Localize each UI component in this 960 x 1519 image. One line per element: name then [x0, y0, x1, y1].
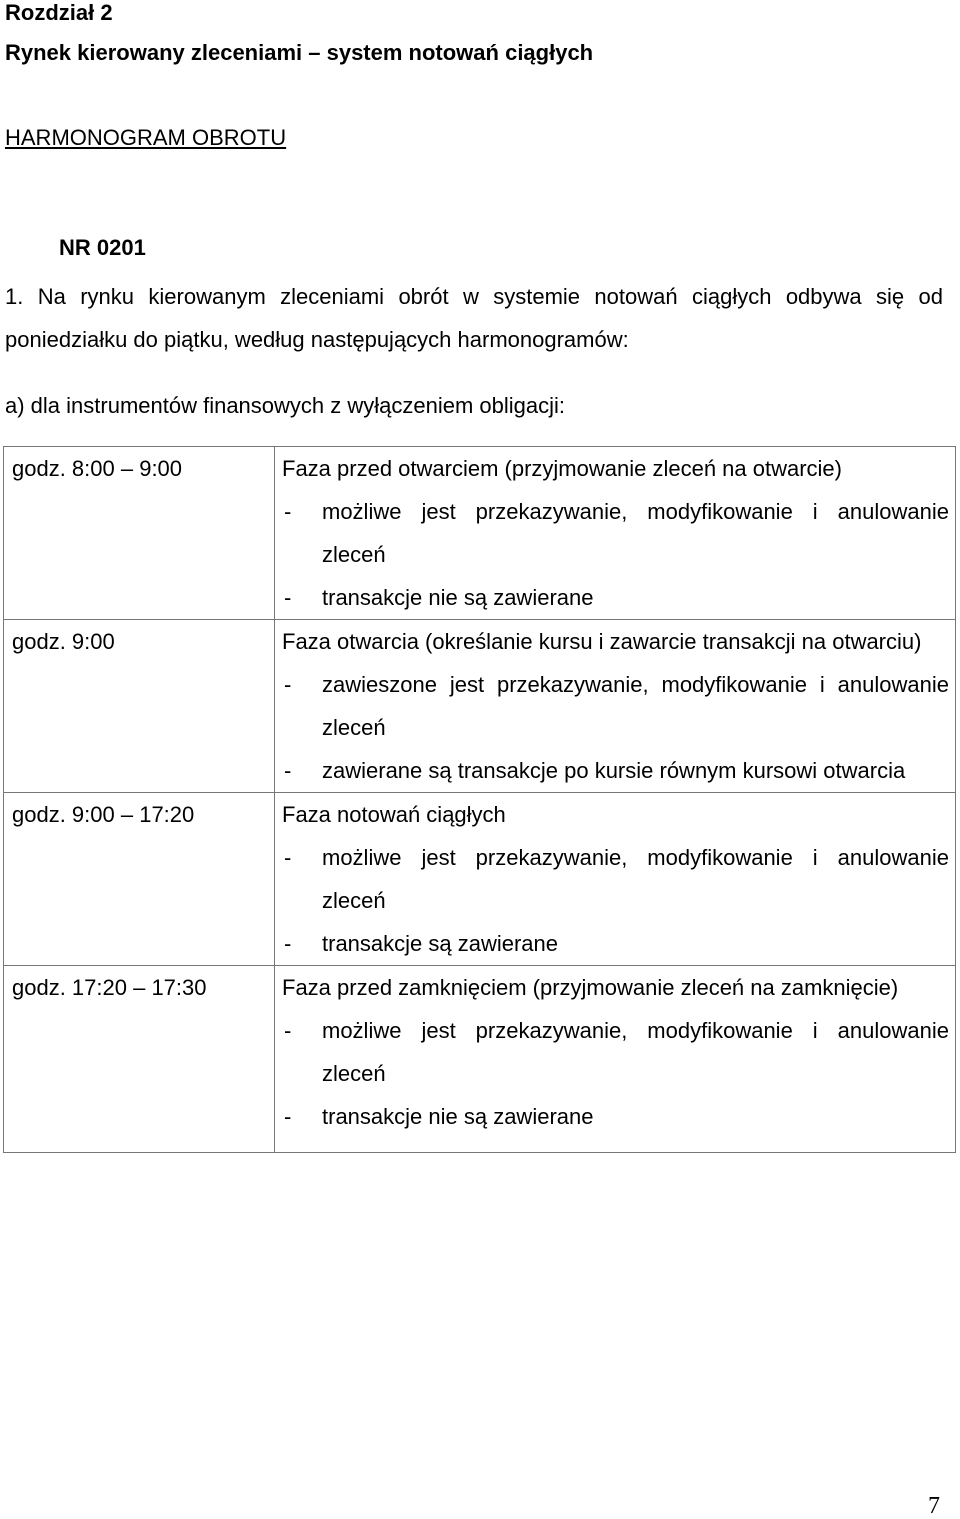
schedule-row [4, 793, 956, 966]
schedule-row [4, 620, 956, 793]
schedule-row [4, 966, 956, 1153]
bullet-item [282, 663, 949, 749]
bullet-text: zawieszone jest przekazywanie, modyfikowanie i anulowanie zleceń [322, 672, 949, 740]
phase-title: Faza przed otwarciem (przyjmowanie zleceń na otwarcie) [282, 456, 842, 481]
cell-bottom-spacer [282, 1138, 949, 1152]
chapter-title: Rynek kierowany zleceniami – system notowań ciągłych [5, 40, 594, 65]
rule-number: NR 0201 [59, 235, 146, 260]
bullet-dash: - [284, 931, 292, 956]
bullet-item [282, 576, 949, 619]
phase-title: Faza otwarcia (określanie kursu i zawarcie transakcji na otwarciu) [282, 629, 922, 654]
page-number: 7 [928, 1493, 940, 1519]
bullet-dash: - [284, 845, 292, 870]
bullet-item [282, 836, 949, 922]
bullet-text: zawierane są transakcje po kursie równym kursowi otwarcia [322, 758, 906, 783]
chapter-label: Rozdział 2 [5, 0, 113, 25]
time-cell: godz. 17:20 – 17:30 [4, 966, 275, 1153]
subsection-label: a) dla instrumentów finansowych z wyłączeniem obligacji: [5, 393, 566, 418]
bullet-dash: - [284, 1018, 292, 1043]
bullet-text: transakcje nie są zawierane [322, 1104, 594, 1129]
bullet-dash: - [284, 499, 292, 524]
bullet-text: transakcje są zawierane [322, 931, 559, 956]
bullet-text: możliwe jest przekazywanie, modyfikowanie i anulowanie zleceń [322, 1018, 949, 1086]
intro-paragraph: 1. Na rynku kierowanym zleceniami obrót w systemie notowań ciągłych odbywa się od poniedziałku do piątku, według następujących harmonogramów: [5, 284, 943, 352]
schedule-table [3, 446, 956, 1153]
bullet-item [282, 922, 949, 965]
bullet-item [282, 490, 949, 576]
bullet-text: możliwe jest przekazywanie, modyfikowanie i anulowanie zleceń [322, 499, 949, 567]
description-cell [275, 620, 956, 793]
phase-title: Faza przed zamknięciem (przyjmowanie zleceń na zamknięcie) [282, 975, 899, 1000]
time-cell: godz. 9:00 [4, 620, 275, 793]
schedule-row [4, 447, 956, 620]
bullet-text: transakcje nie są zawierane [322, 585, 594, 610]
bullet-item [282, 1095, 949, 1138]
bullet-dash: - [284, 758, 292, 783]
phase-title: Faza notowań ciągłych [282, 802, 506, 827]
time-cell: godz. 8:00 – 9:00 [4, 447, 275, 620]
schedule-heading: HARMONOGRAM OBROTU [5, 125, 287, 150]
bullet-dash: - [284, 1104, 292, 1129]
description-cell [275, 447, 956, 620]
description-cell [275, 966, 956, 1153]
bullet-text: możliwe jest przekazywanie, modyfikowanie i anulowanie zleceń [322, 845, 949, 913]
bullet-dash: - [284, 585, 292, 610]
description-cell [275, 793, 956, 966]
bullet-dash: - [284, 672, 292, 697]
bullet-item [282, 1009, 949, 1095]
bullet-item [282, 749, 949, 792]
time-cell: godz. 9:00 – 17:20 [4, 793, 275, 966]
